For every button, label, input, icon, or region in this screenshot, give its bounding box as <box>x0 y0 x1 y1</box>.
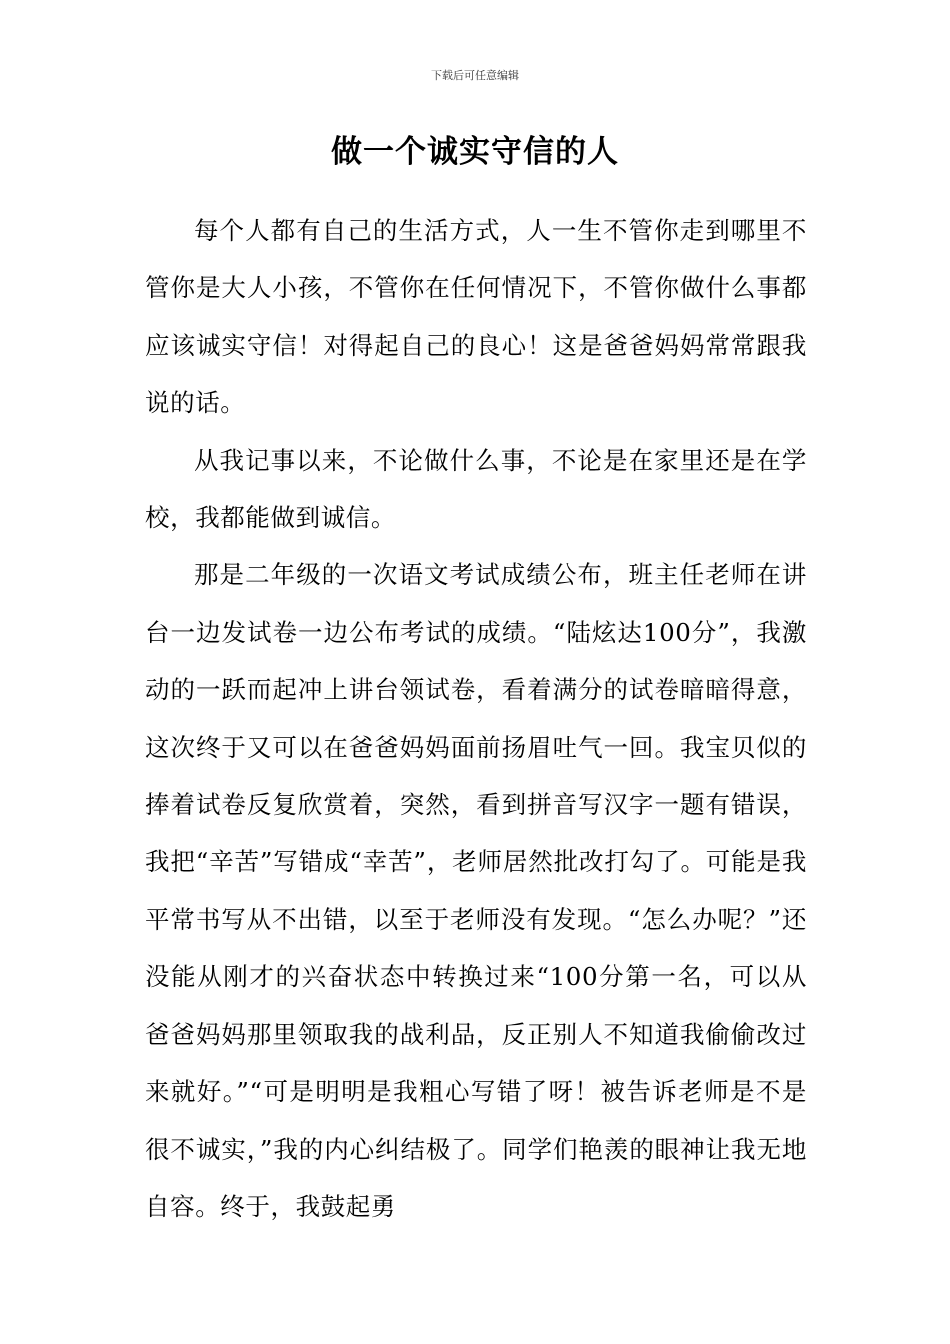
paragraph-2: 从我记事以来，不论做什么事，不论是在家里还是在学校，我都能做到诚信。 <box>145 445 807 533</box>
paragraph-3: 那是二年级的一次语文考试成绩公布，班主任老师在讲台一边发试卷一边公布考试的成绩。“陆炫达100分”，我激动的一跃而起冲上讲台领试卷，看着满分的试卷暗暗得意，这次终于又可以在爸爸妈妈面前扬眉吐气一回。我宝贝似的捧着试卷反复欣赏着，突然，看到拼音写汉字一题有错误，我把“辛苦”写错成“幸苦”，老师居然批改打勾了。可能是我平常书写从不出错，以至于老师没有发现。“怎么办呢？”还没能从刚才的兴奋状态中转换过来“100分第一名，可以从爸爸妈妈那里领取我的战利品，反正别人不知道我偷偷改过来就好。”“可是明明是我粗心写错了呀！被告诉老师是不是很不诚实，”我的内心纠结极了。同学们艳羡的眼神让我无地自容。终于，我鼓起勇 <box>145 560 807 1221</box>
body-text <box>145 202 807 1235</box>
paragraph-1: 每个人都有自己的生活方式，人一生不管你走到哪里不管你是大人小孩，不管你在任何情况下，不管你做什么事都应该诚实守信！对得起自己的良心！这是爸爸妈妈常常跟我说的话。 <box>145 216 807 418</box>
header-note: 下载后可任意编辑 <box>431 69 519 82</box>
page-title: 做一个诚实守信的人 <box>331 134 619 170</box>
